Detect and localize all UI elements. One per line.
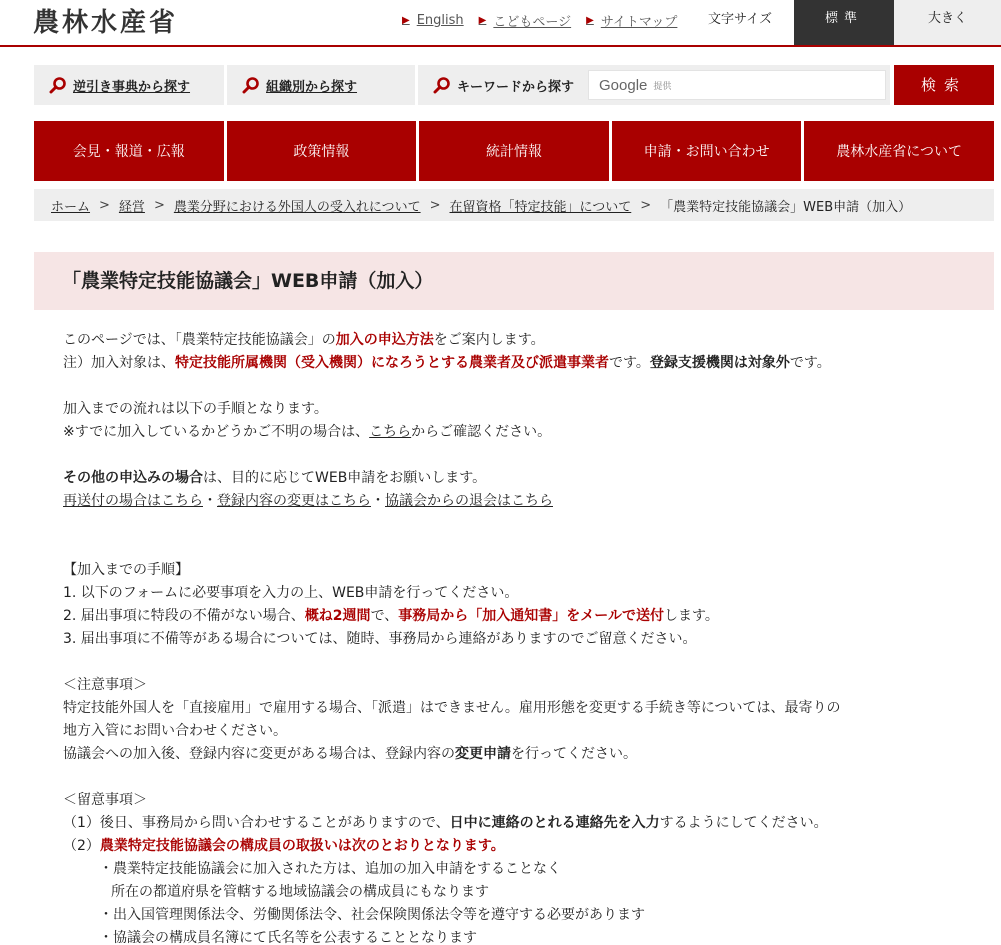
caution-line-3: 協議会への加入後、登録内容に変更がある場合は、登録内容の変更申請を行ってください。 bbox=[63, 746, 637, 762]
sitemap-link[interactable]: ▶ サイトマップ bbox=[586, 14, 678, 30]
other-applications-links: 再送付の場合はこちら・登録内容の変更はこちら・協議会からの退会はこちら bbox=[63, 493, 553, 509]
kids-page-link[interactable]: ▶ こどもページ bbox=[478, 14, 572, 30]
fontsize-large-button[interactable]: 大きく bbox=[894, 0, 1001, 45]
note-bullet-2: ・出入国管理関係法令、労働関係法令、社会保険関係法令等を遵守する必要があります bbox=[99, 907, 645, 923]
note-bullet-3: ・協議会の構成員名簿にて氏名等を公表することとなります bbox=[99, 930, 477, 945]
check-membership-link[interactable]: こちら bbox=[369, 424, 412, 440]
step-3: 3. 届出事項に不備等がある場合については、随時、事務局から連絡がありますのでご留意ください。 bbox=[63, 631, 697, 647]
step-2: 2. 届出事項に特段の不備がない場合、概ね2週間で、事務局から「加入通知書」をメールで送付します。 bbox=[63, 608, 719, 624]
arrow-right-icon: ▶ bbox=[478, 14, 487, 26]
breadcrumb-foreign-workers[interactable]: 農業分野における外国人の受入れについて bbox=[173, 199, 421, 215]
organization-search-label: 組織別から探す bbox=[266, 79, 358, 95]
reverse-dictionary-label: 逆引き事典から探す bbox=[73, 79, 191, 95]
caution-line-2: 地方入管にお問い合わせください。 bbox=[63, 723, 287, 739]
site-logo[interactable]: 農林水産省 bbox=[33, 8, 179, 38]
google-provided-label: 提供 bbox=[653, 81, 672, 92]
breadcrumb-separator: > bbox=[153, 197, 165, 213]
nav-press[interactable]: 会見・報道・広報 bbox=[34, 121, 224, 181]
arrow-right-icon: ▶ bbox=[402, 14, 410, 26]
utility-links bbox=[402, 10, 692, 30]
breadcrumb-current: 「農業特定技能協議会」WEB申請（加入） bbox=[660, 199, 912, 215]
breadcrumb-separator: > bbox=[429, 197, 441, 213]
search-icon bbox=[49, 76, 67, 94]
keyword-search-area bbox=[418, 65, 890, 105]
step-1: 1. 以下のフォームに必要事項を入力の上、WEB申請を行ってください。 bbox=[63, 585, 519, 601]
breadcrumb-home[interactable]: ホーム bbox=[51, 199, 91, 215]
notes-heading: ＜留意事項＞ bbox=[63, 792, 147, 808]
intro-line-1: このページでは、「農業特定技能協議会」の加入の申込方法をご案内します。 bbox=[63, 332, 545, 348]
fontsize-standard-button[interactable]: 標準 bbox=[794, 0, 894, 45]
resend-link[interactable]: 再送付の場合はこちら bbox=[63, 493, 203, 509]
breadcrumb-separator: > bbox=[99, 197, 110, 213]
caution-heading: ＜注意事項＞ bbox=[63, 677, 147, 693]
breadcrumb-specified-skills[interactable]: 在留資格「特定技能」について bbox=[449, 199, 632, 215]
nav-policy[interactable]: 政策情報 bbox=[227, 121, 417, 181]
nav-about[interactable]: 農林水産省について bbox=[804, 121, 994, 181]
note-1: （1）後日、事務局から問い合わせすることがありますので、日中に連絡のとれる連絡先を入力するようにしてください。 bbox=[63, 815, 828, 831]
english-link[interactable]: ▶ English bbox=[402, 12, 464, 28]
note-bullet-1: ・農業特定技能協議会に加入された方は、追加の加入申請をすることなく bbox=[99, 861, 561, 877]
reverse-dictionary-search-link[interactable] bbox=[34, 65, 224, 105]
organization-search-link[interactable] bbox=[227, 65, 415, 105]
main-navigation bbox=[34, 121, 994, 181]
search-icon bbox=[242, 76, 260, 94]
other-applications-text: その他の申込みの場合は、目的に応じてWEB申請をお願いします。 bbox=[63, 470, 487, 486]
search-input[interactable] bbox=[588, 70, 886, 100]
nav-applications[interactable]: 申請・お問い合わせ bbox=[612, 121, 802, 181]
flow-line-2: ※すでに加入しているかどうかご不明の場合は、こちらからご確認ください。 bbox=[63, 424, 552, 440]
steps-heading: 【加入までの手順】 bbox=[63, 562, 189, 578]
withdraw-link[interactable]: 協議会からの退会はこちら bbox=[385, 493, 553, 509]
arrow-right-icon: ▶ bbox=[586, 14, 594, 26]
breadcrumb-separator: > bbox=[640, 197, 652, 213]
page-title: 「農業特定技能協議会」WEB申請（加入） bbox=[34, 252, 994, 310]
search-bar bbox=[34, 65, 994, 105]
google-logo: Google bbox=[599, 76, 648, 94]
search-button[interactable]: 検索 bbox=[894, 65, 994, 105]
flow-line-1: 加入までの流れは以下の手順となります。 bbox=[63, 401, 328, 417]
fontsize-label: 文字サイズ bbox=[708, 12, 772, 27]
note-2: （2）農業特定技能協議会の構成員の取扱いは次のとおりとなります。 bbox=[63, 838, 505, 854]
intro-line-2: 注）加入対象は、特定技能所属機関（受入機関）になろうとする農業者及び派遣事業者です。登録支援機関は対象外です。 bbox=[63, 355, 831, 371]
main-content bbox=[63, 329, 983, 945]
breadcrumb bbox=[34, 189, 994, 221]
site-header bbox=[0, 0, 1001, 47]
search-icon bbox=[433, 76, 451, 94]
nav-statistics[interactable]: 統計情報 bbox=[419, 121, 609, 181]
caution-line-1: 特定技能外国人を「直接雇用」で雇用する場合、「派遣」はできません。雇用形態を変更する手続き等については、最寄りの bbox=[63, 700, 841, 716]
keyword-search-label: キーワードから探す bbox=[457, 79, 575, 95]
note-bullet-1-continued: 所在の都道府県を管轄する地域協議会の構成員にもなります bbox=[111, 884, 489, 900]
breadcrumb-management[interactable]: 経営 bbox=[118, 199, 145, 215]
change-registration-link[interactable]: 登録内容の変更はこちら bbox=[217, 493, 371, 509]
